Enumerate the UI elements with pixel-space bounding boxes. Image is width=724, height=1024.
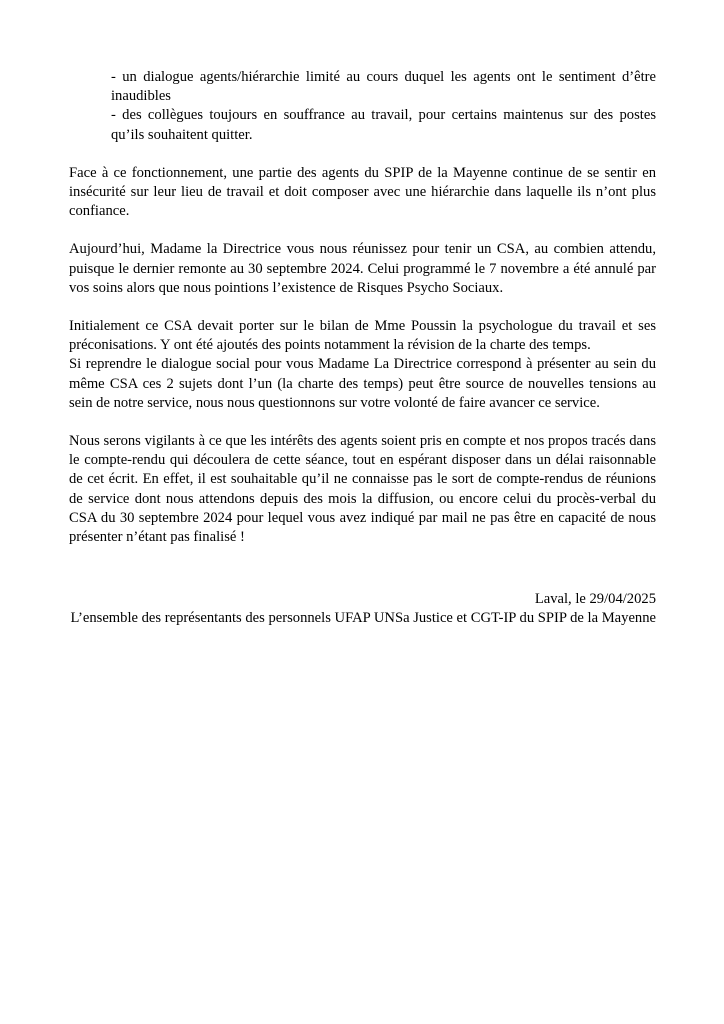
bullet-item: - des collègues toujours en souffrance au travail, pour certains maintenus sur des postes qu’ils souhaitent quitter.: [111, 107, 656, 143]
paragraph-spacer: [69, 145, 656, 164]
paragraph-csa-agenda: Initialement ce CSA devait porter sur le bilan de Mme Poussin la psychologue du travail et ses préconisations. Y ont été ajoutés des points notamment la révision de la charte des temps.: [69, 318, 656, 354]
paragraph-spacer: [69, 298, 656, 317]
letter-body: [69, 68, 656, 547]
paragraph-spacer: [69, 413, 656, 432]
signature-block: [69, 590, 656, 628]
paragraph-spacer: [69, 221, 656, 240]
paragraph-social-dialogue: Si reprendre le dialogue social pour vous Madame La Directrice correspond à présenter au sein du même CSA ces 2 sujets dont l’un (la charte des temps) peut être source de nouvelles tensions au sein de notre service, nous nous questionnons sur votre volonté de faire avancer ce service.: [69, 356, 656, 411]
paragraph-csa-meeting: Aujourd’hui, Madame la Directrice vous nous réunissez pour tenir un CSA, au combien attendu, puisque le dernier remonte au 30 septembre 2024. Celui programmé le 7 novembre a été annulé par vos soins alors que nous pointions l’existence de Risques Psycho Sociaux.: [69, 241, 656, 296]
place-date: Laval, le 29/04/2025: [534, 591, 656, 607]
paragraph-insecurity: Face à ce fonctionnement, une partie des agents du SPIP de la Mayenne continue de se sentir en insécurité sur leur lieu de travail et doit composer avec une hiérarchie dans laquelle ils n’ont plus confiance.: [69, 164, 656, 220]
bullet-list: [111, 68, 656, 145]
paragraph-vigilance: Nous serons vigilants à ce que les intérêts des agents soient pris en compte et nos propos tracés dans le compte-rendu qui découlera de cette séance, tout en espérant disposer dans un délai raisonnable de cet écrit. En effet, il est souhaitable qu’il ne connaisse pas le sort de compte-rendus de réunions de service dont nous attendons depuis des mois la diffusion, ou encore celui du procès-verbal du CSA du 30 septembre 2024 pour lequel vous avez indiqué par mail ne pas être en capacité de nous présenter n’étant pas finalisé !: [69, 433, 656, 546]
signatories: L’ensemble des représentants des personnels UFAP UNSa Justice et CGT-IP du SPIP de la Mayenne: [70, 610, 656, 627]
bullet-item: - un dialogue agents/hiérarchie limité au cours duquel les agents ont le sentiment d’être inaudibles: [111, 69, 656, 105]
